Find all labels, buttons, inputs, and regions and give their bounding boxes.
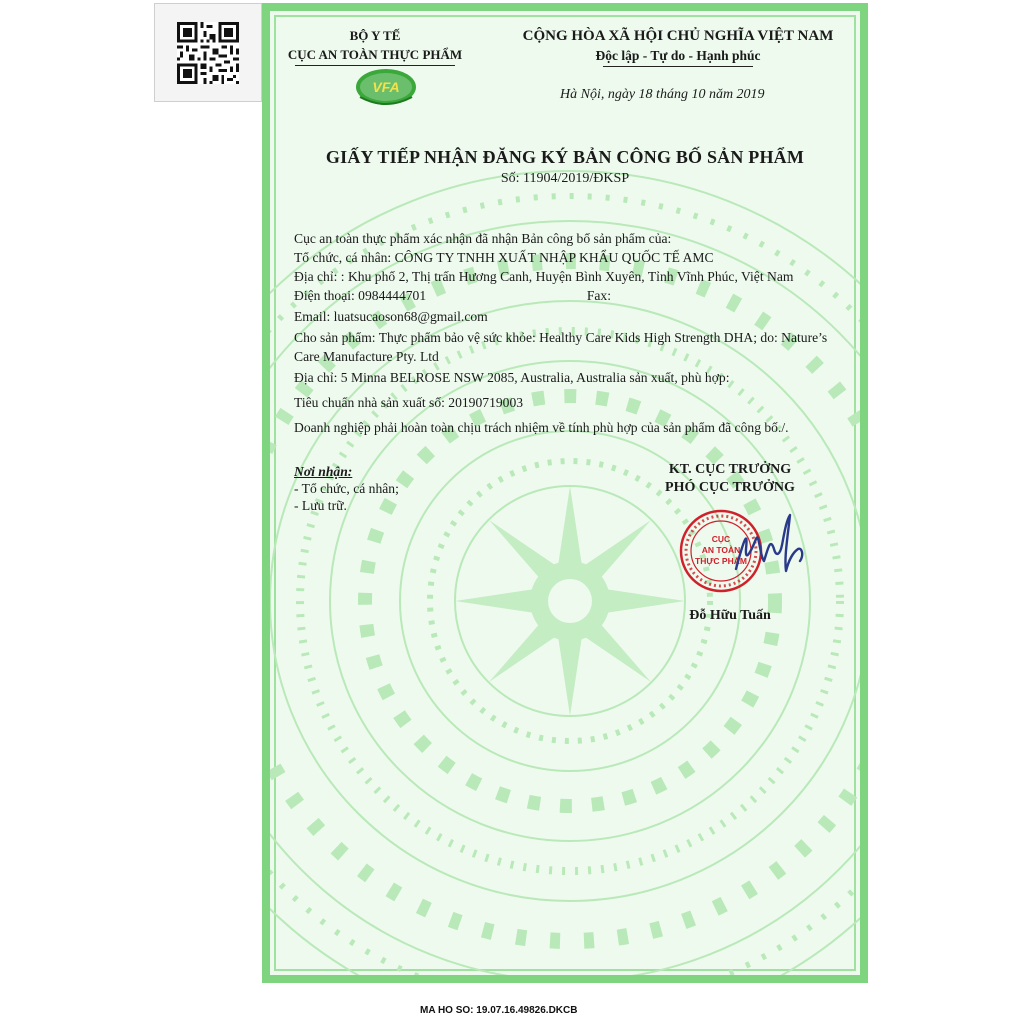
dossier-code: MA HO SO: 19.07.16.49826.DKCB	[420, 1005, 578, 1016]
recipients-block	[294, 463, 399, 514]
organization-line: Tổ chức, cá nhân: CÔNG TY TNHH XUẤT NHẬP KHẨU QUỐC TẾ AMC	[294, 250, 714, 265]
certificate-body	[294, 229, 846, 437]
national-heading	[508, 26, 848, 67]
signer-role-line2: PHÓ CỤC TRƯỞNG	[665, 480, 795, 495]
phone-line: Điện thoại: 0984444701	[294, 288, 427, 303]
logo-text: VFA	[372, 79, 400, 95]
stamp-text-line3: THỰC PHẨM	[695, 556, 747, 566]
header-underline	[295, 65, 455, 66]
issue-date: Hà Nội, ngày 18 tháng 10 năm 2019	[560, 87, 765, 102]
standard-line: Tiêu chuẩn nhà sản xuất số: 20190719003	[294, 395, 524, 410]
issuing-authority	[270, 26, 480, 66]
signer-role	[620, 461, 840, 497]
recipient-item: - Lưu trữ.	[294, 498, 347, 513]
stamp-text-line1: CỤC	[711, 534, 731, 544]
vfa-logo	[354, 67, 418, 107]
ministry-name: BỘ Y TẾ	[349, 28, 401, 43]
handwritten-signature	[726, 509, 816, 587]
manufacturer-address-line: Địa chỉ: 5 Minna BELROSE NSW 2085, Australia, Australia sản xuất, phù hợp:	[294, 370, 730, 385]
recipients-title: Nơi nhận:	[294, 464, 353, 479]
email-line: Email: luatsucaoson68@gmail.com	[294, 309, 488, 324]
qr-code-icon	[177, 22, 239, 84]
responsibility-line: Doanh nghiệp phải hoàn toàn chịu trách nhiệm về tính phù hợp của sản phẩm đã công bố./.	[294, 420, 789, 435]
fax-line: Fax:	[586, 288, 611, 303]
contact-row	[294, 286, 846, 305]
motto-underline	[603, 66, 753, 67]
signer-role-line1: KT. CỤC TRƯỞNG	[668, 462, 792, 477]
certificate-frame	[262, 3, 868, 983]
certificate-content	[270, 11, 860, 975]
national-motto: Độc lập - Tự do - Hạnh phúc	[595, 48, 761, 63]
document-number: Số: 11904/2019/ĐKSP	[500, 171, 630, 186]
intro-text: Cục an toàn thực phẩm xác nhận đã nhận Bản công bố sản phẩm của:	[294, 231, 672, 246]
address-line: Địa chỉ: : Khu phố 2, Thị trấn Hương Canh, Huyện Bình Xuyên, Tỉnh Vĩnh Phúc, Việt Nam	[294, 269, 794, 284]
nation-name: CỘNG HÒA XÃ HỘI CHỦ NGHĨA VIỆT NAM	[522, 28, 834, 44]
recipient-item: - Tổ chức, cá nhân;	[294, 481, 399, 496]
qr-code-panel	[154, 3, 262, 102]
product-line: Cho sản phẩm: Thực phẩm bảo vệ sức khỏe: Healthy Care Kids High Strength DHA; do: Nature’s Care Manufacture Pty. Ltd	[294, 330, 828, 364]
department-name: CỤC AN TOÀN THỰC PHẨM	[287, 47, 463, 62]
signer-name: Đỗ Hữu Tuấn	[689, 608, 771, 623]
document-title: GIẤY TIẾP NHẬN ĐĂNG KÝ BẢN CÔNG BỐ SẢN PHẨM	[325, 147, 805, 167]
stamp-text-line2: AN TOÀN	[701, 545, 741, 555]
